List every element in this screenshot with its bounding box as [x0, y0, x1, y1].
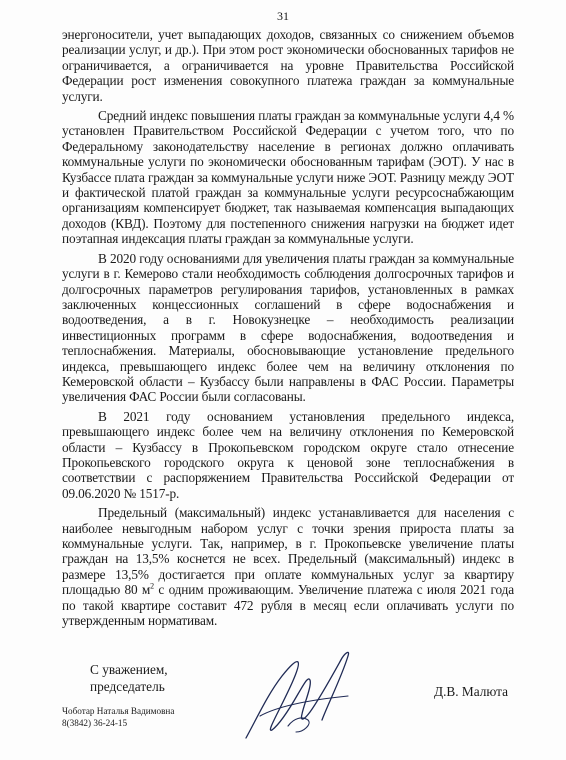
paragraph-1: энергоносители, учет выпадающих доходов, связанных со снижением объемов реализации услуг, и др.). При этом рост экономически обоснованных тарифов не ограничивается, а ограничивается на уровне Правительства Российской Федерации рост изменения совокупного платежа граждан за коммунальные услуги. — [62, 27, 514, 104]
executor-name: Чоботар Наталья Вадимовна — [62, 706, 175, 716]
executor-contact — [62, 705, 174, 729]
paragraph-5-continued: с одним проживающим. Увеличение платежа с июля 2021 года по такой квартире составит 472 рубля в месяц если оплачивать услуги по утвержденным нормативам. — [62, 582, 514, 629]
signatory-position: председатель — [90, 679, 165, 694]
closing-block — [90, 661, 168, 695]
area-unit-superscript: 2 — [150, 581, 155, 591]
paragraph-4: В 2021 году основанием установления предельного индекса, превышающего индекс более чем на величину отклонения по Кемеровской области – Кузбассу в Прокопьевском городском округе стало отнесение Прокопьевского городского округа к ценовой зоне теплоснабжения в соответствии с распоряжением Правительства Российской Федерации от 09.06.2020 № 1517-р. — [62, 408, 514, 501]
paragraph-2: Средний индекс повышения платы граждан за коммунальные услуги 4,4 % установлен Правительством Российской Федерации с учетом того, что по Федеральному законодательству население в регионах должно оплачивать коммунальные услуги по экономически обоснованным тарифам (ЭОТ). У нас в Кузбассе плата граждан за коммунальные услуги ниже ЭОТ. Разницу между ЭОТ и фактической платой граждан за коммунальные услуги ресурсоснабжающим организациям компенсирует бюджет, так называемая компенсация выпадающих доходов (КВД). Поэтому для постепенного снижения нагрузки на бюджет идет поэтапная индексация платы граждан за коммунальные услуги. — [62, 108, 514, 247]
page-number: 31 — [277, 9, 289, 23]
executor-phone: 8(3842) 36-24-15 — [62, 718, 128, 728]
handwritten-signature — [238, 646, 360, 746]
closing-regards: С уважением, — [90, 662, 168, 677]
signatory-name: Д.В. Малюта — [434, 684, 509, 699]
paragraph-5-text: Предельный (максимальный) индекс устанавливается для населения с наиболее невыгодным набором услуг с точки зрения прироста платы за коммунальные услуги. Так, например, в г. Прокопьевске увеличение платы граждан на 13,5% коснется не всех. Предельный (максимальный) индекс в размере 13,5% достигается при оплате коммунальных услуг за квартиру площадью 80 м — [62, 505, 514, 598]
paragraph-3: В 2020 году основаниями для увеличения платы граждан за коммунальные услуги в г. Кемерово стали необходимость соблюдения долгосрочных тарифов и долгосрочных параметров регулирования тарифов, установленных в рамках заключенных концессионных соглашений в сфере водоснабжения и водоотведения, а в г. Новокузнецке – необходимость реализации инвестиционных программ в сфере водоснабжения, водоотведения и теплоснабжения. Материалы, обосновывающие установление предельного индекса, превышающего индекс более чем на величину отклонения по Кемеровской области – Кузбассу были направлены в ФАС России. Параметры увеличения ФАС России были согласованы. — [62, 250, 514, 405]
letter-body — [62, 27, 514, 632]
paragraph-5 — [62, 505, 514, 628]
